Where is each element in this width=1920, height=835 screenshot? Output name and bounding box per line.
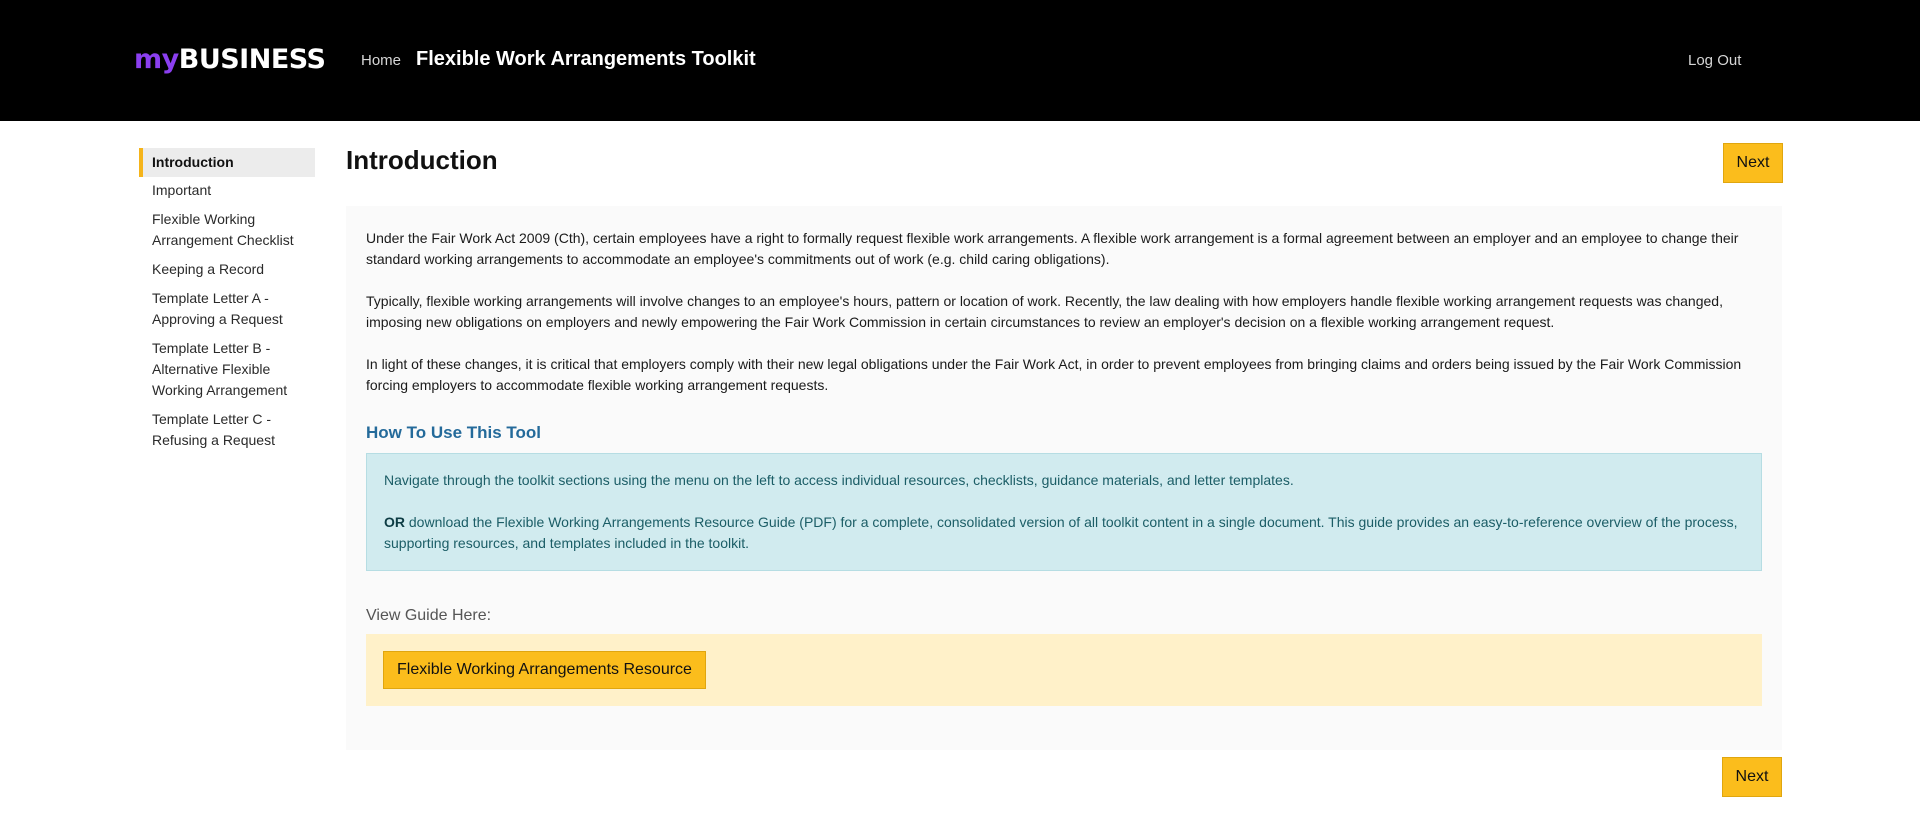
- sidebar-item-template-c[interactable]: Template Letter C - Refusing a Request: [152, 411, 275, 448]
- info-text-navigate: Navigate through the toolkit sections using the menu on the left to access individual resources, checklists, guidance materials, and letter templates.: [384, 472, 1294, 488]
- logo-my-text: my: [134, 44, 179, 75]
- sidebar-item-template-b[interactable]: Template Letter B - Alternative Flexible Working Arrangement: [152, 340, 288, 398]
- how-to-info-box: [366, 453, 1762, 571]
- info-text-download: [384, 512, 1744, 554]
- logo-business-text: BUSINESS: [178, 44, 326, 75]
- next-button-top[interactable]: Next: [1723, 143, 1783, 183]
- intro-paragraph-3: In light of these changes, it is critical that employers comply with their new legal obligations under the Fair Work Act, in order to prevent employees from bringing claims and orders being issued by the Fair Work Commission forcing employers to accommodate flexible working arrangement requests.: [366, 356, 1742, 393]
- view-guide-label: View Guide Here:: [366, 607, 492, 624]
- app-title: Flexible Work Arrangements Toolkit: [416, 48, 756, 70]
- logout-link[interactable]: Log Out: [1688, 52, 1742, 69]
- sidebar-item-keeping-record[interactable]: Keeping a Record: [152, 261, 265, 277]
- how-to-use-heading: How To Use This Tool: [366, 423, 542, 442]
- sidebar-item-template-a[interactable]: Template Letter A - Approving a Request: [152, 290, 283, 327]
- next-button-bottom[interactable]: Next: [1722, 757, 1782, 797]
- sidebar-nav: [139, 148, 315, 456]
- sidebar-item-introduction[interactable]: Introduction: [139, 148, 315, 177]
- sidebar-item-important[interactable]: Important: [152, 182, 212, 198]
- info-or-label: OR: [384, 514, 405, 530]
- resource-guide-button[interactable]: Flexible Working Arrangements Resource: [383, 651, 706, 689]
- mybusiness-logo[interactable]: [134, 44, 325, 75]
- info-download-text: download the Flexible Working Arrangements Resource Guide (PDF) for a complete, consolidated version of all toolkit content in a single document. This guide provides an easy-to-reference overview of the process, supporting resources, and templates included in the toolkit.: [384, 514, 1738, 551]
- intro-paragraph-1: Under the Fair Work Act 2009 (Cth), certain employees have a right to formally request flexible work arrangements. A flexible work arrangement is a formal agreement between an employer and an employee to change their standard working arrangements to accommodate an employee's commitments out of work (e.g. child caring obligations).: [366, 230, 1739, 267]
- page-title: Introduction: [346, 145, 498, 175]
- content-panel: [346, 206, 1782, 750]
- top-navbar: [0, 0, 1920, 121]
- intro-paragraph-2: Typically, flexible working arrangements will involve changes to an employee's hours, pattern or location of work. Recently, the law dealing with how employers handle flexible working arrangement requests was changed, imposing new obligations on employers and newly empowering the Fair Work Commission in certain circumstances to review an employer's decision on a flexible working arrangement request.: [366, 293, 1723, 330]
- guide-download-box: [366, 634, 1762, 706]
- sidebar-item-checklist[interactable]: Flexible Working Arrangement Checklist: [152, 211, 294, 248]
- nav-home-link[interactable]: Home: [361, 52, 402, 69]
